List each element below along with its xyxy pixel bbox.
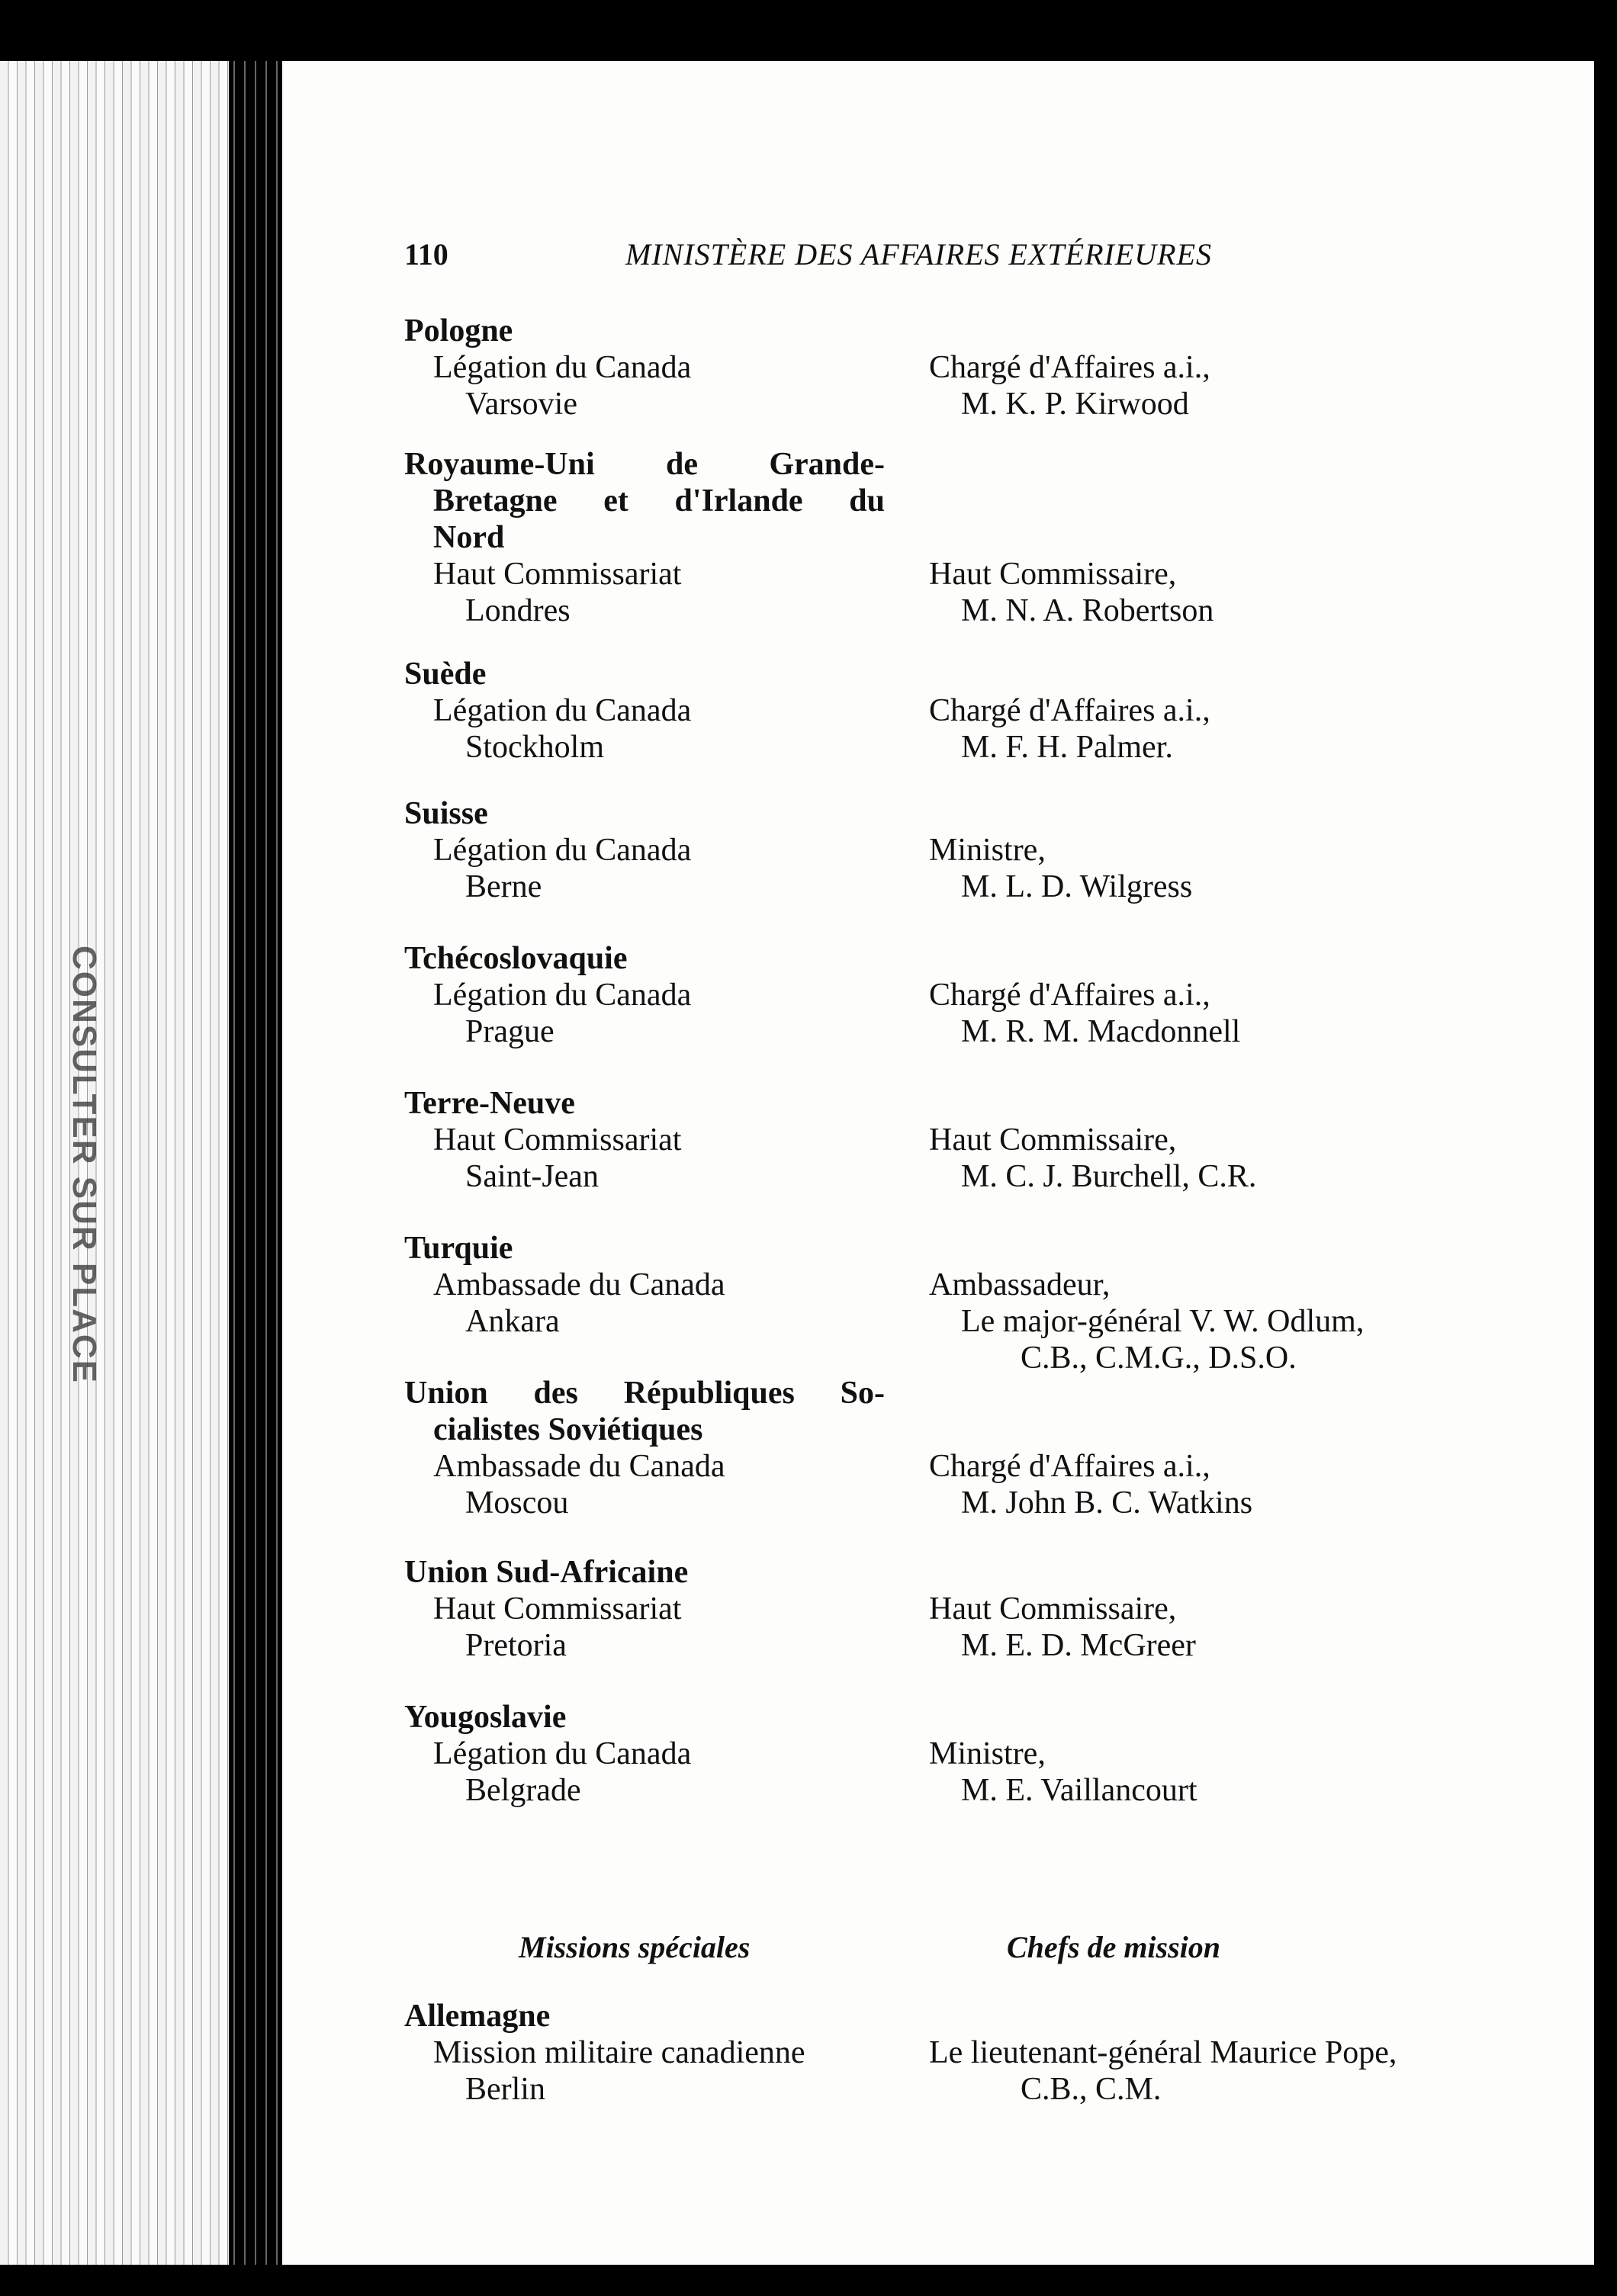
country-name-line-2: Bretagne et d'Irlande du: [433, 483, 885, 519]
office-name: Haut Commissariat: [433, 1591, 682, 1626]
official-name: Le major-général V. W. Odlum,: [961, 1304, 1365, 1339]
city-name: Stockholm: [465, 730, 605, 765]
official-title: Haut Commissaire,: [929, 1591, 1177, 1626]
missions-speciales-heading: Missions spéciales: [519, 1930, 751, 1964]
city-name: Moscou: [465, 1485, 569, 1520]
office-name: Légation du Canada: [433, 350, 692, 385]
city-name: Belgrade: [465, 1773, 581, 1808]
binding-shadow: [229, 61, 282, 2265]
chefs-de-mission-heading: Chefs de mission: [1007, 1930, 1221, 1964]
country-name: Pologne: [404, 313, 513, 348]
country-name: Union Sud-Africaine: [404, 1555, 689, 1590]
official-name: M. L. D. Wilgress: [961, 869, 1193, 904]
document-page: [282, 61, 1594, 2265]
official-name: Le lieutenant-général Maurice Pope,: [929, 2035, 1397, 2070]
city-name: Berne: [465, 869, 542, 904]
official-honours: C.B., C.M.: [1021, 2072, 1162, 2107]
city-name: Prague: [465, 1014, 555, 1049]
official-name: M. R. M. Macdonnell: [961, 1014, 1241, 1049]
office-name: Ambassade du Canada: [433, 1449, 725, 1484]
official-name: M. F. H. Palmer.: [961, 730, 1173, 765]
page-header: [404, 236, 1365, 282]
country-name: Terre-Neuve: [404, 1086, 575, 1121]
country-name-line-3: Nord: [433, 520, 505, 555]
official-title: Chargé d'Affaires a.i.,: [929, 978, 1210, 1013]
city-name: Londres: [465, 593, 571, 628]
city-name: Saint-Jean: [465, 1159, 599, 1194]
office-name: Légation du Canada: [433, 1736, 692, 1771]
official-name: M. C. J. Burchell, C.R.: [961, 1159, 1257, 1194]
official-name: M. John B. C. Watkins: [961, 1485, 1253, 1520]
country-name: Suisse: [404, 796, 488, 831]
official-title: Haut Commissaire,: [929, 557, 1177, 592]
office-name: Légation du Canada: [433, 693, 692, 728]
official-title: Chargé d'Affaires a.i.,: [929, 350, 1210, 385]
official-title: Chargé d'Affaires a.i.,: [929, 693, 1210, 728]
city-name: Berlin: [465, 2072, 545, 2107]
official-title: Ambassadeur,: [929, 1267, 1111, 1302]
official-title: Haut Commissaire,: [929, 1122, 1177, 1158]
country-name: Union des Républiques So-: [404, 1376, 885, 1411]
running-title: MINISTÈRE DES AFFAIRES EXTÉRIEURES: [625, 237, 1213, 271]
margin-stamp: CONSULTER SUR PLACE: [66, 946, 103, 1384]
city-name: Pretoria: [465, 1628, 567, 1663]
country-name: Allemagne: [404, 1999, 551, 2034]
office-name: Haut Commissariat: [433, 1122, 682, 1158]
country-name: Royaume-Uni de Grande-: [404, 447, 885, 482]
official-title: Chargé d'Affaires a.i.,: [929, 1449, 1210, 1484]
official-honours: C.B., C.M.G., D.S.O.: [1021, 1341, 1297, 1376]
official-title: Ministre,: [929, 833, 1046, 868]
official-name: M. N. A. Robertson: [961, 593, 1214, 628]
country-name: Suède: [404, 657, 487, 692]
office-name: Légation du Canada: [433, 833, 692, 868]
official-title: Ministre,: [929, 1736, 1046, 1771]
country-name: Yougoslavie: [404, 1700, 567, 1735]
official-name: M. K. P. Kirwood: [961, 387, 1189, 422]
official-name: M. E. Vaillancourt: [961, 1773, 1197, 1808]
city-name: Varsovie: [465, 387, 577, 422]
country-name: Tchécoslovaquie: [404, 941, 628, 976]
office-name: Mission militaire canadienne: [433, 2035, 805, 2070]
country-name: Turquie: [404, 1231, 513, 1266]
special-missions-heading: [404, 1929, 1472, 1975]
office-name: Légation du Canada: [433, 978, 692, 1013]
city-name: Ankara: [465, 1304, 560, 1339]
office-name: Haut Commissariat: [433, 557, 682, 592]
office-name: Ambassade du Canada: [433, 1267, 725, 1302]
country-name-line-2: cialistes Soviétiques: [433, 1412, 703, 1447]
page-number: 110: [404, 237, 448, 271]
official-name: M. E. D. McGreer: [961, 1628, 1196, 1663]
